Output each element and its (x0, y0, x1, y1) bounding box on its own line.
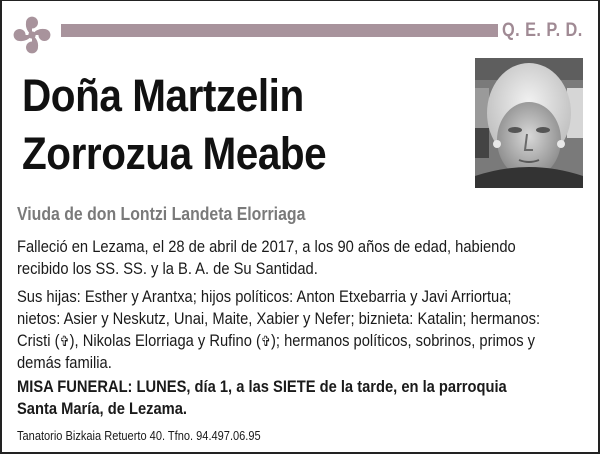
latin-cross-icon: ✞ (260, 333, 272, 349)
name-line-1: Doña Martzelin (22, 70, 304, 121)
family-text: Cristi ( (17, 331, 60, 350)
family-line-3 (17, 330, 588, 352)
portrait-photo (475, 58, 583, 188)
qepd-label: Q. E. P. D. (502, 20, 583, 41)
funeral-line-1: MISA FUNERAL: LUNES, día 1, a las SIETE de la tarde, en la parroquia (17, 377, 507, 396)
lauburu-icon (9, 12, 55, 58)
name-line-2: Zorrozua Meabe (22, 128, 327, 179)
family-text: ), Nikolas Elorriaga y Rufino ( (69, 331, 261, 350)
death-line-2: recibido los SS. SS. y la B. A. de Su Santidad. (17, 259, 318, 278)
funeral-home-footer: Tanatorio Bizkaia Retuerto 40. Tfno. 94.497.06.95 (17, 428, 261, 443)
death-line-1: Falleció en Lezama, el 28 de abril de 2017, a los 90 años de edad, habiendo (17, 237, 516, 256)
latin-cross-icon: ✞ (59, 333, 70, 349)
death-paragraph (17, 236, 588, 280)
header-bar (61, 24, 498, 37)
funeral-paragraph (17, 376, 588, 420)
deceased-name (22, 67, 326, 183)
family-paragraph (17, 286, 588, 374)
family-text: ); hermanos políticos, sobrinos, primos y (271, 331, 535, 350)
funeral-line-2: Santa María, de Lezama. (17, 399, 187, 418)
family-line-1: Sus hijas: Esther y Arantxa; hijos políticos: Anton Etxebarria y Javi Arriortua; (17, 287, 512, 306)
portrait-image (475, 58, 583, 188)
widow-subtitle: Viuda de don Lontzi Landeta Elorriaga (17, 204, 306, 224)
family-line-2: nietos: Asier y Neskutz, Unai, Maite, Xabier y Nefer; biznieta: Katalin; hermanos: (17, 309, 541, 328)
family-line-4: demás familia. (17, 353, 112, 372)
